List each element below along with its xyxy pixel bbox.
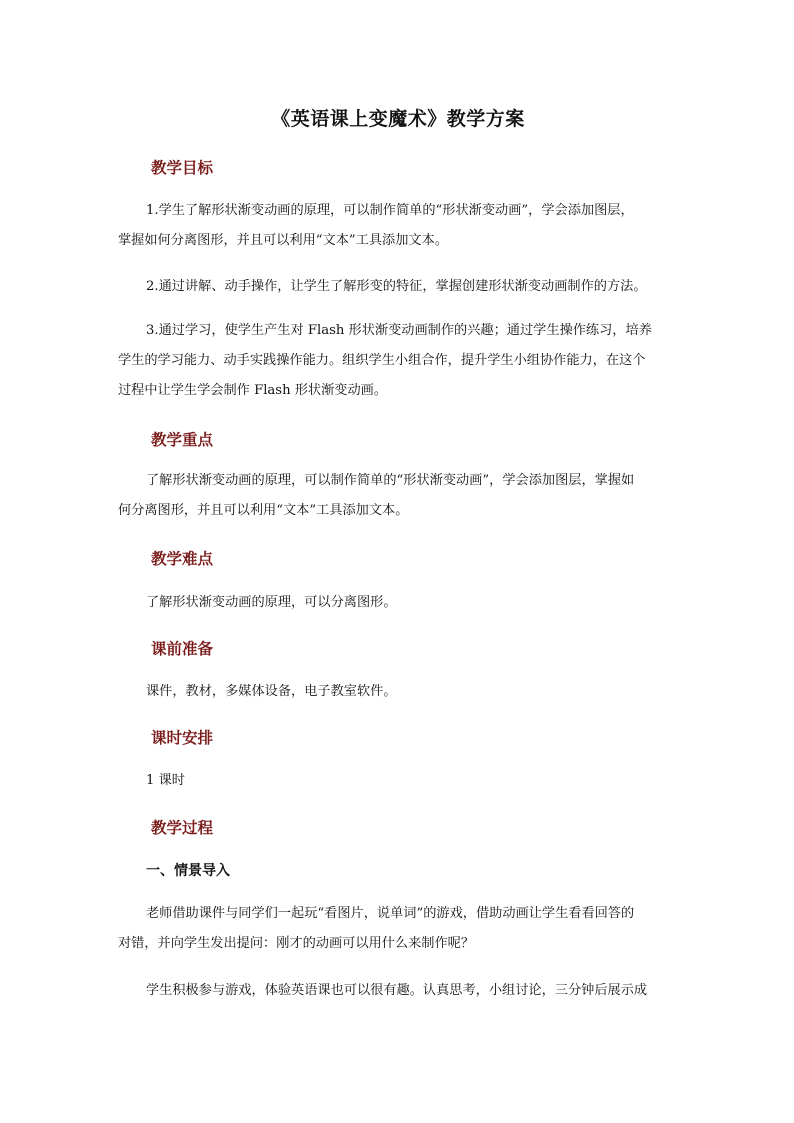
text-line: 了解形状渐变动画的原理，可以制作简单的“形状渐变动画”，学会添加图层，掌握如: [146, 473, 635, 488]
paragraph-preparation: [118, 677, 678, 707]
heading-preparation: 课前准备: [151, 639, 214, 658]
text-line: 了解形状渐变动画的原理，可以分离图形。: [146, 595, 397, 610]
heading-teaching-goals: 教学目标: [151, 158, 214, 177]
paragraph-goal-2: [118, 272, 678, 302]
text-line: 2.通过讲解、动手操作，让学生了解形变的特征，掌握创建形状渐变动画制作的方法。: [146, 279, 647, 294]
text-line: 课件，教材，多媒体设备，电子教室软件。: [146, 684, 397, 699]
paragraph-goal-1: [118, 196, 678, 256]
paragraph-key-points: [118, 466, 678, 526]
heading-schedule: 课时安排: [151, 728, 214, 747]
paragraph-goal-3: [118, 316, 678, 406]
paragraph-difficulties: [118, 588, 678, 618]
paragraph-intro-1: [118, 899, 678, 959]
paragraph-intro-2: [118, 976, 678, 1006]
text-line: 老师借助课件与同学们一起玩“看图片，说单词”的游戏，借助动画让学生看看回答的: [146, 906, 635, 921]
text-line: 3.通过学习，使学生产生对 Flash 形状渐变动画制作的兴趣；通过学生操作练习，培养: [146, 323, 652, 338]
text-line: 掌握如何分离图形，并且可以利用“文本”工具添加文本。: [118, 233, 448, 248]
heading-process: 教学过程: [151, 818, 214, 837]
paragraph-schedule: [118, 766, 678, 796]
heading-difficulties: 教学难点: [151, 549, 214, 568]
text-line: 学生积极参与游戏，体验英语课也可以很有趣。认真思考，小组讨论，三分钟后展示成: [146, 983, 648, 998]
text-line: 何分离图形，并且可以利用“文本”工具添加文本。: [118, 503, 409, 518]
heading-key-points: 教学重点: [151, 430, 214, 449]
subheading-intro: 一、情景导入: [146, 863, 230, 879]
text-line: 1 课时: [146, 773, 185, 788]
document-title: 《英语课上变魔术》教学方案: [271, 108, 525, 130]
text-line: 对错，并向学生发出提问：刚才的动画可以用什么来制作呢？: [118, 936, 475, 951]
text-line: 过程中让学生学会制作 Flash 形状渐变动画。: [118, 383, 388, 398]
text-line: 1.学生了解形状渐变动画的原理，可以制作简单的“形状渐变动画”，学会添加图层，: [146, 203, 634, 218]
text-line: 学生的学习能力、动手实践操作能力。组织学生小组合作，提升学生小组协作能力，在这个: [118, 353, 646, 368]
